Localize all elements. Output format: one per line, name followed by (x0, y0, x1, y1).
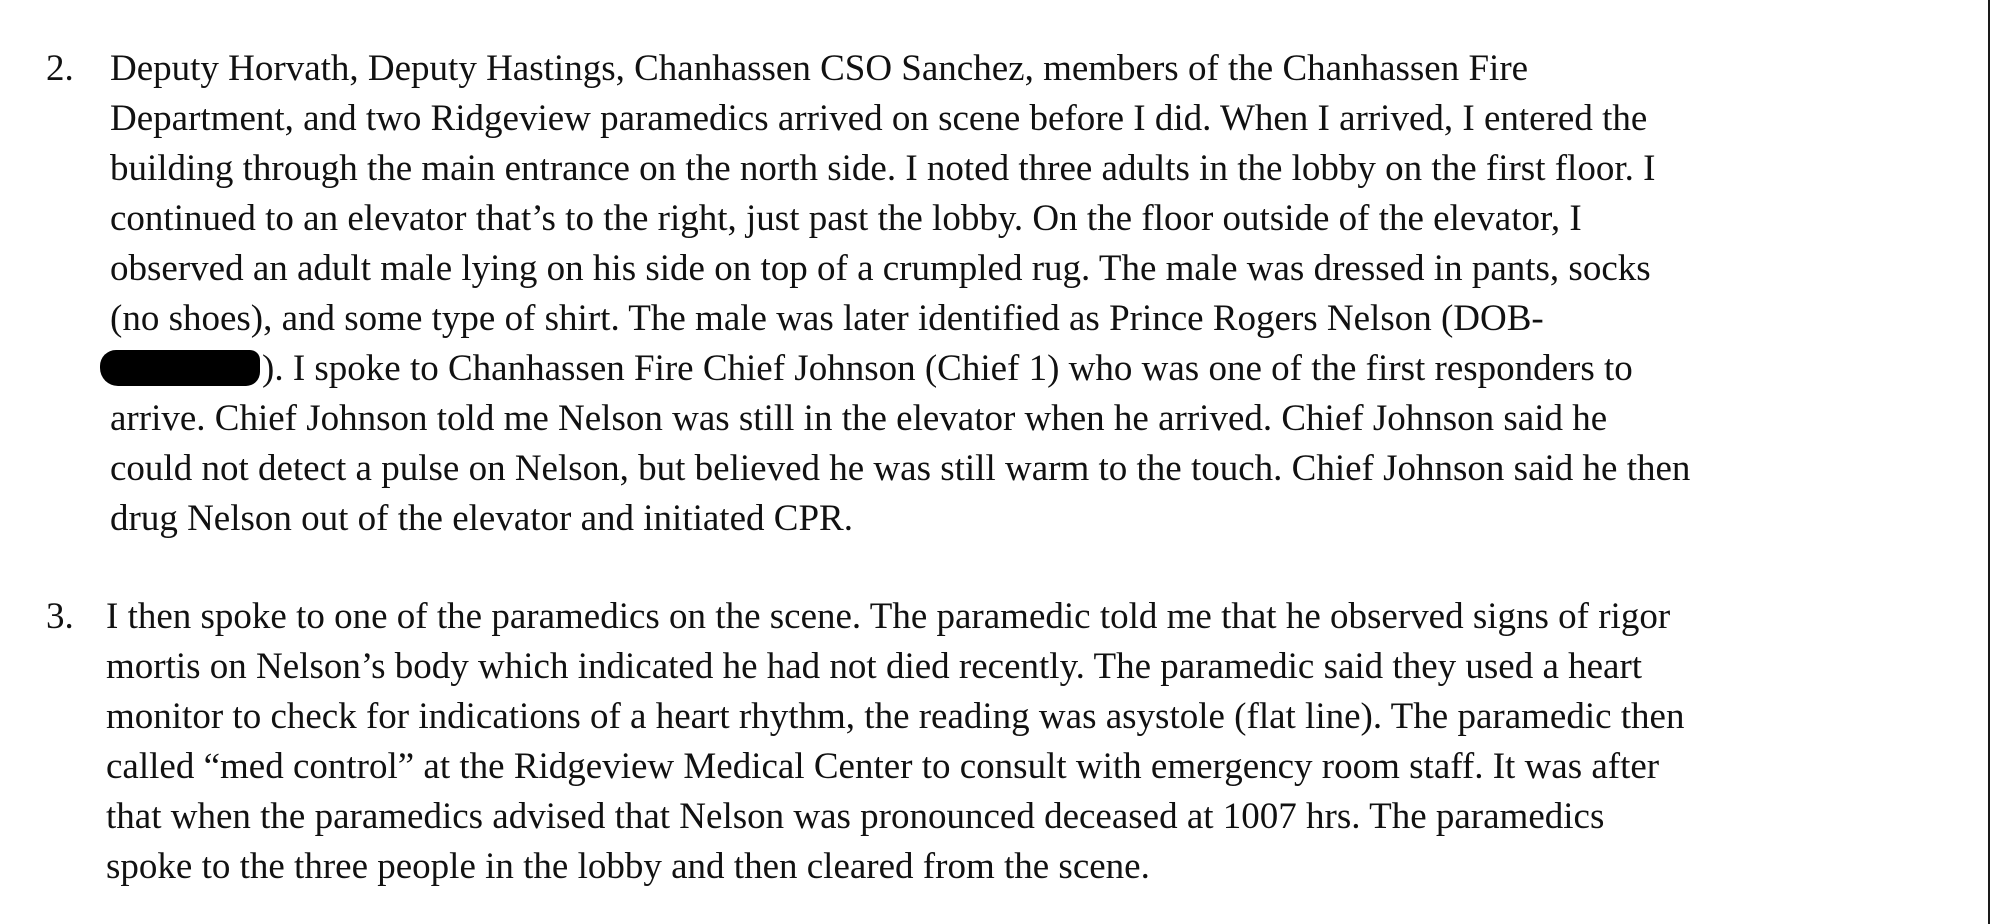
paragraph-line: Department, and two Ridgeview paramedics arrived on scene before I did. When I arrived, I entered the (110, 98, 1648, 139)
paragraph-line: mortis on Nelson’s body which indicated he had not died recently. The paramedic said they used a heart (106, 646, 1643, 687)
paragraph-line: (no shoes), and some type of shirt. The male was later identified as Prince Rogers Nelson (DOB- (110, 298, 1544, 339)
page-right-border (1988, 0, 1990, 924)
paragraph-line: I then spoke to one of the paramedics on the scene. The paramedic told me that he observed signs of rigor (106, 596, 1671, 637)
paragraph-line: observed an adult male lying on his side on top of a crumpled rug. The male was dressed in pants, socks (110, 248, 1651, 289)
paragraph-line: drug Nelson out of the elevator and initiated CPR. (110, 498, 853, 539)
paragraph-line: spoke to the three people in the lobby and then cleared from the scene. (106, 846, 1150, 887)
paragraph-number: 2. (46, 48, 74, 89)
paragraph-line: building through the main entrance on the north side. I noted three adults in the lobby on the first floor. I (110, 148, 1656, 189)
redaction-mark (100, 350, 260, 386)
paragraph-line: Deputy Horvath, Deputy Hastings, Chanhassen CSO Sanchez, members of the Chanhassen Fire (110, 48, 1529, 89)
paragraph-line-text: ). I spoke to Chanhassen Fire Chief Johnson (Chief 1) who was one of the first responders to (262, 348, 1633, 389)
paragraph-number: 3. (46, 596, 74, 637)
paragraph-line: arrive. Chief Johnson told me Nelson was still in the elevator when he arrived. Chief Johnson said he (110, 398, 1608, 439)
paragraph-line-redacted (100, 344, 1633, 394)
paragraph-line: called “med control” at the Ridgeview Medical Center to consult with emergency room staff. It was after (106, 746, 1660, 787)
paragraph-line: could not detect a pulse on Nelson, but believed he was still warm to the touch. Chief Johnson said he then (110, 448, 1691, 489)
paragraph-line: continued to an elevator that’s to the right, just past the lobby. On the floor outside of the elevator, I (110, 198, 1582, 239)
paragraph-line: monitor to check for indications of a heart rhythm, the reading was asystole (flat line). The paramedic then (106, 696, 1685, 737)
paragraph-line: that when the paramedics advised that Nelson was pronounced deceased at 1007 hrs. The paramedics (106, 796, 1605, 837)
